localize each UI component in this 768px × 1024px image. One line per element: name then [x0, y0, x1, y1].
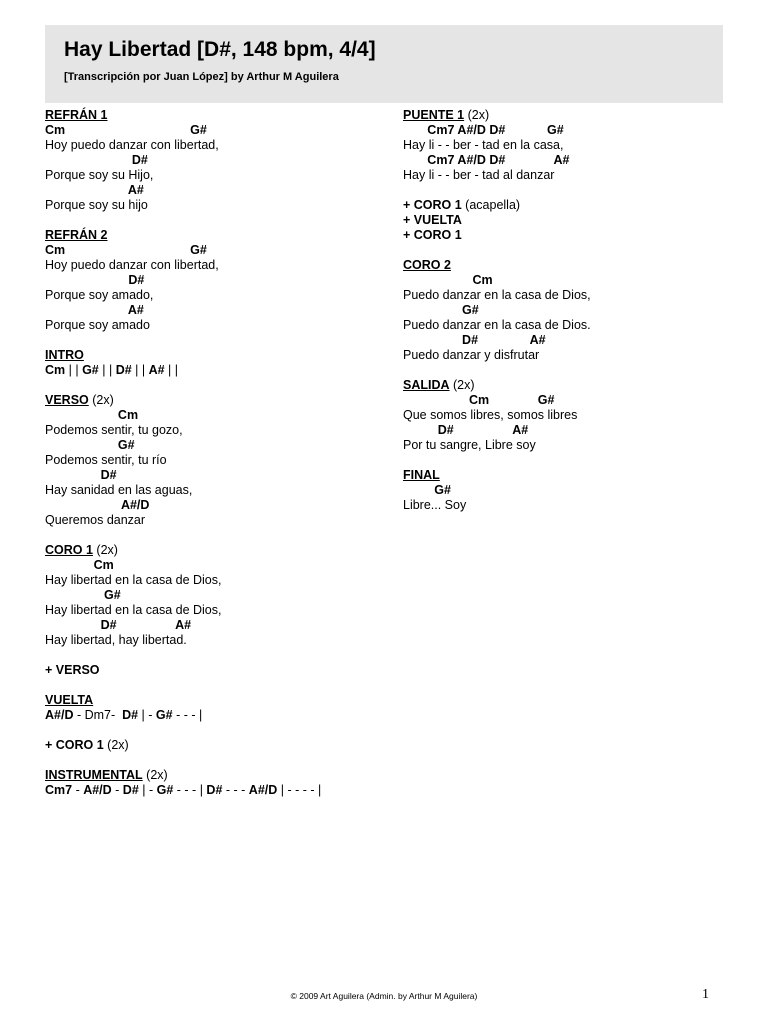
song-section [45, 333, 385, 378]
chord-progression [45, 738, 385, 753]
bar-separator: | - [138, 783, 157, 797]
section-title: VUELTA [45, 693, 94, 707]
section-repeat: + VUELTA [403, 213, 462, 227]
song-section [403, 108, 723, 183]
section-spacer [45, 213, 385, 228]
section-spacer [403, 243, 723, 258]
song-section [45, 528, 385, 648]
song-section [45, 723, 385, 753]
chord-progression [45, 783, 385, 798]
chord-name: A# [148, 363, 165, 377]
section-spacer [403, 183, 723, 198]
left-column [45, 108, 385, 798]
chord-line: Cm7 A#/D D# A# [403, 153, 570, 167]
lyric-line: Hay li - - ber - tad en la casa, [403, 138, 564, 152]
lyric-line: Queremos danzar [45, 513, 146, 527]
bar-separator: - Dm7- [73, 708, 123, 722]
chord-line: Cm G# [45, 123, 207, 137]
section-heading [45, 393, 385, 408]
section-title: VERSO [45, 393, 89, 407]
bar-separator: | - - - - | [277, 783, 322, 797]
bar-separator: - - - | [173, 783, 207, 797]
chord-name: G# [155, 708, 173, 722]
section-heading [45, 768, 385, 783]
song-section [403, 453, 723, 513]
chord-name: Cm7 [45, 783, 73, 797]
section-heading [45, 693, 385, 708]
chord-line: G# [45, 438, 135, 452]
song-section [45, 378, 385, 528]
song-subtitle: [Transcripción por Juan López] by Arthur M Aguilera [64, 71, 339, 83]
section-heading [403, 108, 723, 123]
lyric-line: Podemos sentir, tu río [45, 453, 167, 467]
chord-name: A#/D [83, 783, 112, 797]
chord-name: A#/D [248, 783, 278, 797]
lyric-line: Hay sanidad en las aguas, [45, 483, 193, 497]
chord-name: G# [82, 363, 99, 377]
lyric-line: Porque soy su Hijo, [45, 168, 154, 182]
section-spacer [45, 378, 385, 393]
section-title: INTRO [45, 348, 84, 362]
bar-separator: | | [98, 363, 116, 377]
chord-line: Cm [45, 408, 139, 422]
lyric-line: Hoy puedo danzar con libertad, [45, 138, 219, 152]
chord-name: D# [122, 783, 139, 797]
chord-name: G# [156, 783, 174, 797]
section-heading [403, 258, 723, 273]
chord-line: G# [403, 303, 479, 317]
chord-line: Cm7 A#/D D# G# [403, 123, 564, 137]
lyric-line: Hay libertad, hay libertad. [45, 633, 187, 647]
chord-line: A# [45, 303, 144, 317]
chord-line: G# [403, 483, 451, 497]
section-heading [45, 543, 385, 558]
chord-line: D# A# [403, 333, 546, 347]
section-spacer [403, 453, 723, 468]
section-title: FINAL [403, 468, 440, 482]
song-section [45, 213, 385, 333]
chord-line: Cm [403, 273, 493, 287]
chord-name: + CORO 1 [45, 738, 104, 752]
bar-separator: | | [65, 363, 83, 377]
lyric-line: Puedo danzar en la casa de Dios. [403, 318, 591, 332]
lyric-line: Hay li - - ber - tad al danzar [403, 168, 555, 182]
song-section [403, 243, 723, 363]
bar-separator: - - - [222, 783, 249, 797]
section-heading [45, 228, 385, 243]
section-title: SALIDA [403, 378, 450, 392]
section-spacer [403, 363, 723, 378]
section-repeat-note: (2x) [449, 378, 475, 392]
song-section [45, 678, 385, 723]
chord-progression [45, 363, 385, 378]
section-repeat-note: (2x) [88, 393, 114, 407]
lyric-line: Puedo danzar en la casa de Dios, [403, 288, 591, 302]
chord-line: D# [45, 153, 148, 167]
chord-progression [45, 708, 385, 723]
section-heading [45, 348, 385, 363]
section-repeat-note: (2x) [92, 543, 118, 557]
lyric-line: Porque soy amado [45, 318, 150, 332]
chord-line: G# [45, 588, 121, 602]
lyric-line: Hay libertad en la casa de Dios, [45, 573, 222, 587]
song-header [45, 25, 723, 103]
song-section [45, 108, 385, 213]
section-spacer [45, 648, 385, 663]
song-section [45, 648, 385, 678]
section-heading [403, 468, 723, 483]
bar-separator: | | [131, 363, 149, 377]
chord-name: + CORO 1 [403, 198, 462, 212]
chord-line: A#/D [45, 498, 150, 512]
chord-line: D# A# [45, 618, 192, 632]
chord-line: Cm G# [403, 393, 555, 407]
section-repeat: + CORO 1 [403, 228, 462, 242]
section-spacer [45, 753, 385, 768]
song-section [403, 363, 723, 453]
lyric-line: Hoy puedo danzar con libertad, [45, 258, 219, 272]
section-title: INSTRUMENTAL [45, 768, 143, 782]
bar-separator: | - [138, 708, 156, 722]
section-heading [403, 378, 723, 393]
chord-line: A# [45, 183, 144, 197]
chord-name: Cm [45, 363, 66, 377]
chord-name: D# [122, 708, 139, 722]
page-number: 1 [702, 987, 709, 1002]
section-title: REFRÁN 2 [45, 228, 108, 242]
bar-separator: (2x) [103, 738, 129, 752]
bar-separator: - - - | [172, 708, 203, 722]
chord-line: Cm [45, 558, 114, 572]
right-column [403, 108, 723, 513]
lyric-line: Libre... Soy [403, 498, 467, 512]
section-spacer [45, 528, 385, 543]
chord-progression [403, 198, 723, 213]
lyric-line: Por tu sangre, Libre soy [403, 438, 536, 452]
bar-separator: - [111, 783, 123, 797]
bar-separator: (acapella) [461, 198, 521, 212]
song-section [403, 183, 723, 243]
section-repeat: + VERSO [45, 663, 100, 677]
bar-separator: - [72, 783, 84, 797]
chord-line: D# [45, 273, 145, 287]
section-title: CORO 1 [45, 543, 93, 557]
copyright-footer: © 2009 Art Aguilera (Admin. by Arthur M Aguilera) [290, 991, 478, 1001]
lyric-line: Que somos libres, somos libres [403, 408, 578, 422]
lyric-line: Hay libertad en la casa de Dios, [45, 603, 222, 617]
chord-line: D# A# [403, 423, 529, 437]
lyric-line: Puedo danzar y disfrutar [403, 348, 540, 362]
chord-line: Cm G# [45, 243, 207, 257]
section-title: PUENTE 1 [403, 108, 465, 122]
chord-line: D# [45, 468, 117, 482]
chord-name: D# [206, 783, 223, 797]
section-spacer [45, 333, 385, 348]
lyric-line: Podemos sentir, tu gozo, [45, 423, 183, 437]
section-spacer [45, 678, 385, 693]
section-repeat-note: (2x) [464, 108, 490, 122]
bar-separator: | | [164, 363, 179, 377]
lyric-line: Porque soy su hijo [45, 198, 148, 212]
section-heading [45, 108, 385, 123]
section-repeat-note: (2x) [142, 768, 168, 782]
song-title: Hay Libertad [D#, 148 bpm, 4/4] [64, 38, 376, 61]
lyric-line: Porque soy amado, [45, 288, 154, 302]
chord-name: D# [115, 363, 132, 377]
section-title: CORO 2 [403, 258, 451, 272]
chord-name: A#/D [45, 708, 74, 722]
section-spacer [45, 723, 385, 738]
song-section [45, 753, 385, 798]
section-title: REFRÁN 1 [45, 108, 108, 122]
